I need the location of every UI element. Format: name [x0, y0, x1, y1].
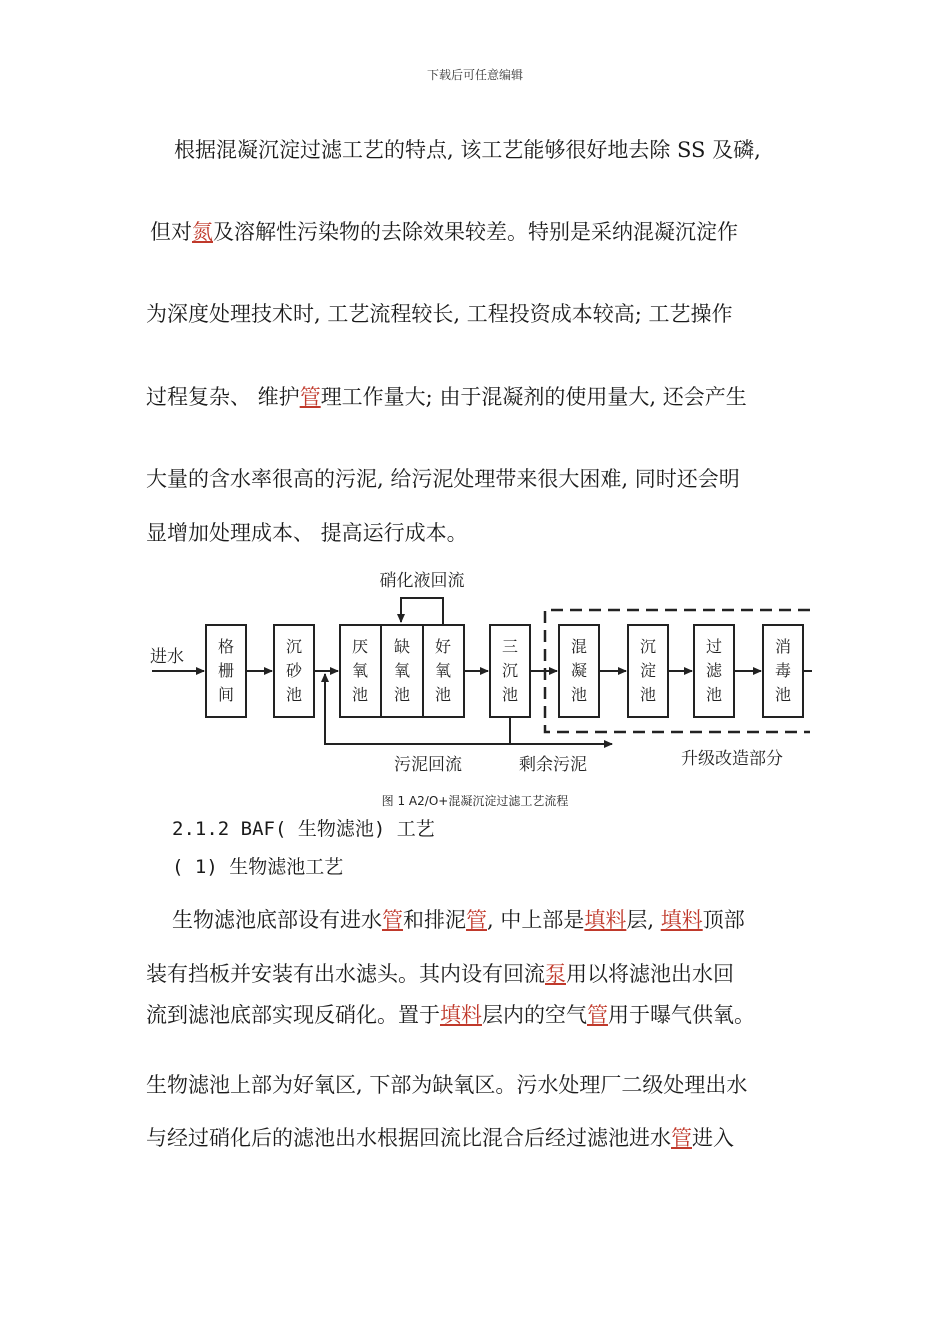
- paragraph-line: 为深度处理技术时, 工艺流程较长, 工程投资成本较高; 工艺操作: [146, 302, 733, 326]
- paragraph-line: [150, 218, 738, 246]
- text-run: , 中上部是: [487, 908, 585, 932]
- process-flow-diagram: [0, 560, 950, 790]
- unit-char: 沉: [639, 637, 657, 656]
- unit-char: 沉: [501, 661, 519, 680]
- unit-char: 池: [705, 685, 723, 704]
- text-run: 层内的空气: [482, 1003, 587, 1027]
- keyword-link[interactable]: 管: [299, 385, 321, 409]
- keyword-link[interactable]: 填料: [660, 908, 703, 932]
- unit-char: 砂: [285, 661, 303, 680]
- unit-char: 间: [217, 685, 235, 704]
- unit-char: 三: [501, 637, 519, 656]
- text-run: 顶部: [702, 908, 745, 932]
- sludge-return-label: 污泥回流: [394, 755, 462, 775]
- keyword-link[interactable]: 填料: [584, 908, 627, 932]
- aerobic-tank-label: [435, 637, 451, 704]
- unit-char: 池: [393, 685, 411, 704]
- unit-char: 滤: [705, 661, 723, 680]
- text-run: 进入: [692, 1126, 734, 1150]
- unit-char: 混: [570, 637, 588, 656]
- unit-char: 氧: [434, 661, 452, 680]
- figure-caption: 图 1 A2/O+混凝沉淀过滤工艺流程: [381, 794, 569, 808]
- unit-char: 凝: [570, 661, 588, 680]
- filter-tank-label: [706, 637, 723, 704]
- text-run: 流到滤池底部实现反硝化。置于: [146, 1003, 440, 1027]
- unit-char: 池: [570, 685, 588, 704]
- keyword-link[interactable]: 管: [587, 1003, 608, 1027]
- unit-char: 氧: [351, 661, 369, 680]
- keyword-link[interactable]: 管: [382, 908, 403, 932]
- grit-screen-label: [218, 637, 234, 704]
- unit-char: 格: [217, 637, 235, 656]
- unit-char: 淀: [639, 661, 657, 680]
- unit-char: 池: [351, 685, 369, 704]
- paragraph-line: [146, 1124, 734, 1152]
- unit-char: 好: [434, 637, 452, 656]
- text-run: 和排泥: [403, 908, 466, 932]
- coagulation-tank-label: [571, 637, 587, 704]
- text-run: 过程复杂、 维护: [146, 385, 300, 409]
- excess-sludge-label: 剩余污泥: [519, 755, 587, 775]
- unit-char: 沉: [285, 637, 303, 656]
- disinfection-tank-label: [775, 637, 791, 704]
- unit-char: 池: [774, 685, 792, 704]
- unit-char: 消: [774, 637, 792, 656]
- text-run: 生物滤池底部设有进水: [172, 908, 382, 932]
- unit-char: 缺: [393, 637, 411, 656]
- anoxic-tank-label: [394, 637, 410, 704]
- keyword-link[interactable]: 泵: [545, 962, 566, 986]
- nitrate-recycle-label: 硝化液回流: [379, 571, 465, 591]
- paragraph-line: 生物滤池上部为好氧区, 下部为缺氧区。污水处理厂二级处理出水: [146, 1073, 748, 1097]
- section-subheading: ( 1) 生物滤池工艺: [172, 856, 344, 878]
- unit-char: 厌: [351, 637, 369, 656]
- text-run: 理工作量大; 由于混凝剂的使用量大, 还会产生: [320, 385, 747, 409]
- paragraph-line: [146, 960, 734, 988]
- grit-chamber-label: [286, 637, 303, 704]
- section-heading: 2.1.2 BAF( 生物滤池) 工艺: [172, 818, 435, 840]
- unit-char: 池: [639, 685, 657, 704]
- paragraph-line: [146, 1001, 755, 1029]
- text-run: 与经过硝化后的滤池出水根据回流比混合后经过滤池进水: [146, 1126, 671, 1150]
- unit-char: 池: [285, 685, 303, 704]
- secondary-clarifier-label: [502, 637, 518, 704]
- text-run: 但对: [150, 220, 192, 244]
- paragraph-line: [172, 906, 745, 934]
- paragraph-line: 根据混凝沉淀过滤工艺的特点, 该工艺能够很好地去除 SS 及磷,: [174, 138, 761, 162]
- inlet-label: 进水: [150, 647, 184, 667]
- sedimentation-tank-label: [640, 637, 656, 704]
- keyword-link[interactable]: 氮: [192, 220, 213, 244]
- nitrate-recycle-line: [401, 598, 443, 625]
- text-run: 用于曝气供氧。: [608, 1003, 755, 1027]
- paragraph-line: [146, 383, 747, 411]
- text-run: 用以将滤池出水回: [566, 962, 734, 986]
- unit-char: 过: [705, 637, 723, 656]
- keyword-link[interactable]: 管: [466, 908, 487, 932]
- paragraph-line: 显增加处理成本、 提高运行成本。: [146, 521, 468, 545]
- text-run: 装有挡板并安装有出水滤头。其内设有回流: [146, 962, 545, 986]
- unit-char: 池: [434, 685, 452, 704]
- anaerobic-tank-label: [352, 637, 368, 704]
- text-run: 及溶解性污染物的去除效果较差。特别是采纳混凝沉淀作: [213, 220, 738, 244]
- text-run: 层,: [626, 908, 661, 932]
- upgrade-label: 升级改造部分: [681, 749, 783, 769]
- paragraph-line: 大量的含水率很高的污泥, 给污泥处理带来很大困难, 同时还会明: [146, 467, 740, 491]
- keyword-link[interactable]: 管: [671, 1126, 692, 1150]
- unit-char: 氧: [393, 661, 411, 680]
- unit-char: 池: [501, 685, 519, 704]
- unit-char: 栅: [217, 661, 235, 680]
- unit-char: 毒: [774, 661, 792, 680]
- page-header-note: 下载后可任意编辑: [426, 68, 523, 82]
- keyword-link[interactable]: 填料: [440, 1003, 482, 1027]
